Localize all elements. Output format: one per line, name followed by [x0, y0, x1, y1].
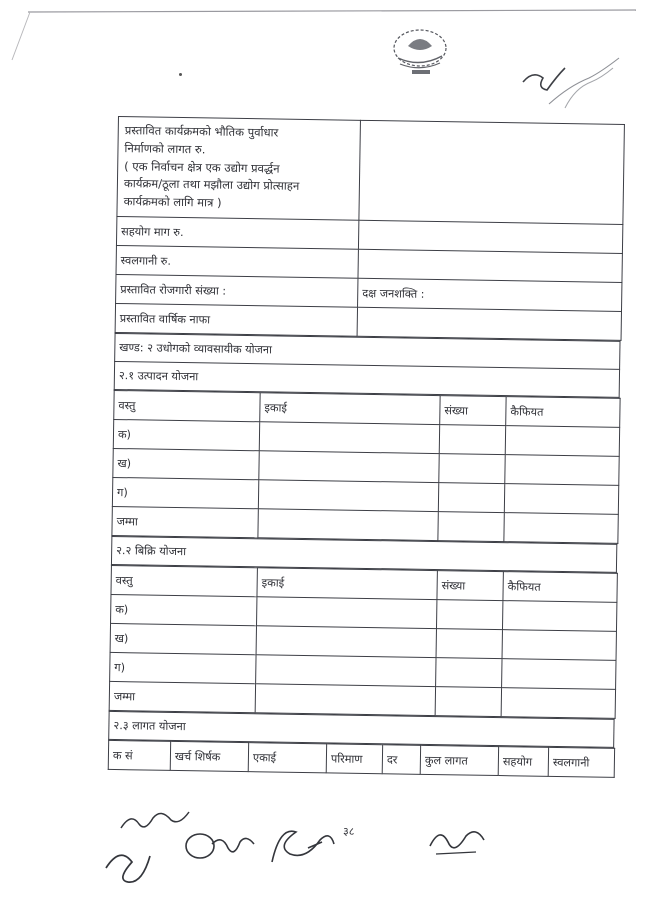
- production-cell[interactable]: [258, 480, 438, 512]
- sales-cell[interactable]: [502, 630, 616, 661]
- production-cell[interactable]: [439, 425, 505, 455]
- cost-header-qty: परिमाण: [326, 744, 382, 774]
- production-header-qty: संख्या: [440, 396, 506, 426]
- support-request-label: सहयोग माग रु.: [116, 217, 358, 250]
- production-cell[interactable]: [259, 422, 439, 454]
- annual-profit-label: प्रस्तावित वार्षिक नाफा: [115, 304, 357, 337]
- cost-header-row: [108, 740, 614, 777]
- handwritten-signature-top: [515, 42, 625, 122]
- proposal-line-1: प्रस्तावित कार्यक्रमको भौतिक पुर्वाधार: [124, 123, 279, 140]
- cost-header-self: स्वलगानी: [548, 747, 614, 777]
- production-cell[interactable]: [505, 426, 619, 457]
- proposal-cost-value[interactable]: [359, 120, 625, 224]
- proposal-line-5: कार्यक्रमको लागि मात्र ): [123, 194, 222, 210]
- production-header-item: वस्तु: [114, 391, 260, 422]
- sales-header-item: वस्तु: [111, 566, 257, 597]
- sales-row-label: ग): [110, 653, 256, 684]
- production-header-remarks: कैफियत: [506, 397, 620, 428]
- cost-header-expense: खर्च शिर्षक: [170, 741, 248, 771]
- employment-label: प्रस्तावित रोजगारी संख्या :: [116, 275, 358, 308]
- production-row-label: ख): [113, 449, 259, 480]
- section-heading-table: [114, 333, 621, 398]
- sales-row-label: ख): [110, 624, 256, 655]
- proposal-line-3: ( एक निर्वाचन क्षेत्र एक उद्योग प्रवर्द्धन: [124, 158, 280, 176]
- sales-total-label: जम्मा: [109, 682, 255, 713]
- production-plan-title: २.१ उत्पादन योजना: [114, 362, 619, 398]
- sales-cell[interactable]: [435, 687, 501, 717]
- sales-cell[interactable]: [436, 658, 502, 688]
- signature-4: [262, 812, 342, 876]
- support-request-value[interactable]: [358, 220, 622, 253]
- sales-row-label: क): [111, 595, 257, 626]
- production-total-label: जम्मा: [112, 507, 258, 538]
- proposal-cost-label: [117, 117, 361, 221]
- cost-header-total: कुल लागत: [420, 745, 498, 775]
- production-row-label: क): [113, 420, 259, 451]
- production-row-label: ग): [112, 478, 258, 509]
- production-plan-table: [111, 390, 620, 544]
- proposal-line-2: निर्माणको लागत रु.: [124, 140, 206, 157]
- production-cell[interactable]: [259, 451, 439, 483]
- sales-cell[interactable]: [256, 626, 436, 658]
- signature-3: [178, 820, 258, 870]
- production-cell[interactable]: [505, 455, 619, 486]
- speck: [179, 73, 182, 76]
- sales-cell[interactable]: [501, 688, 615, 719]
- cost-header-sn: क सं: [108, 740, 170, 770]
- sales-plan-title: २.२ बिक्रि योजना: [111, 537, 616, 573]
- production-cell[interactable]: [438, 483, 504, 513]
- production-cell[interactable]: [258, 509, 438, 541]
- cost-plan-title: २.३ लागत योजना: [109, 711, 614, 747]
- production-header-unit: इकाई: [260, 393, 440, 425]
- signature-5: [422, 818, 492, 868]
- proposal-form: [108, 116, 624, 778]
- cost-header-rate: दर: [382, 745, 420, 775]
- cost-header-support: सहयोग: [498, 747, 548, 777]
- sales-header-remarks: कैफियत: [503, 572, 617, 603]
- sales-header-unit: इकाई: [257, 568, 437, 600]
- sales-cell[interactable]: [502, 659, 616, 690]
- proposal-line-4: कार्यक्रम/ठूला तथा मझौला उद्योग प्रोत्साहन: [123, 176, 300, 194]
- proposal-cost-row: [117, 117, 625, 225]
- sales-cell[interactable]: [502, 601, 616, 632]
- skilled-workforce-label[interactable]: दक्ष जनशक्ति :: [358, 278, 622, 311]
- form-summary-table: [115, 116, 625, 341]
- signature-2: [98, 838, 158, 893]
- office-stamp-seal: [380, 24, 460, 80]
- production-cell[interactable]: [504, 484, 618, 515]
- section2-title: खण्ड: २ उधोगको व्यावसायीक योजना: [115, 334, 620, 370]
- sales-cell[interactable]: [436, 600, 502, 630]
- page-number: ३८: [343, 825, 355, 838]
- production-cell[interactable]: [504, 513, 618, 544]
- sales-cell[interactable]: [256, 655, 436, 687]
- sales-cell[interactable]: [255, 684, 435, 716]
- production-cell[interactable]: [439, 454, 505, 484]
- production-cell[interactable]: [438, 512, 504, 542]
- self-investment-label: स्वलगानी रु.: [116, 246, 358, 279]
- cost-header-unit: एकाई: [248, 743, 326, 773]
- sales-cell[interactable]: [257, 597, 437, 629]
- sales-header-qty: संख्या: [437, 571, 503, 601]
- sales-plan-table: [109, 565, 618, 719]
- self-investment-value[interactable]: [358, 249, 622, 282]
- sales-cell[interactable]: [436, 629, 502, 659]
- annual-profit-value[interactable]: [357, 307, 621, 340]
